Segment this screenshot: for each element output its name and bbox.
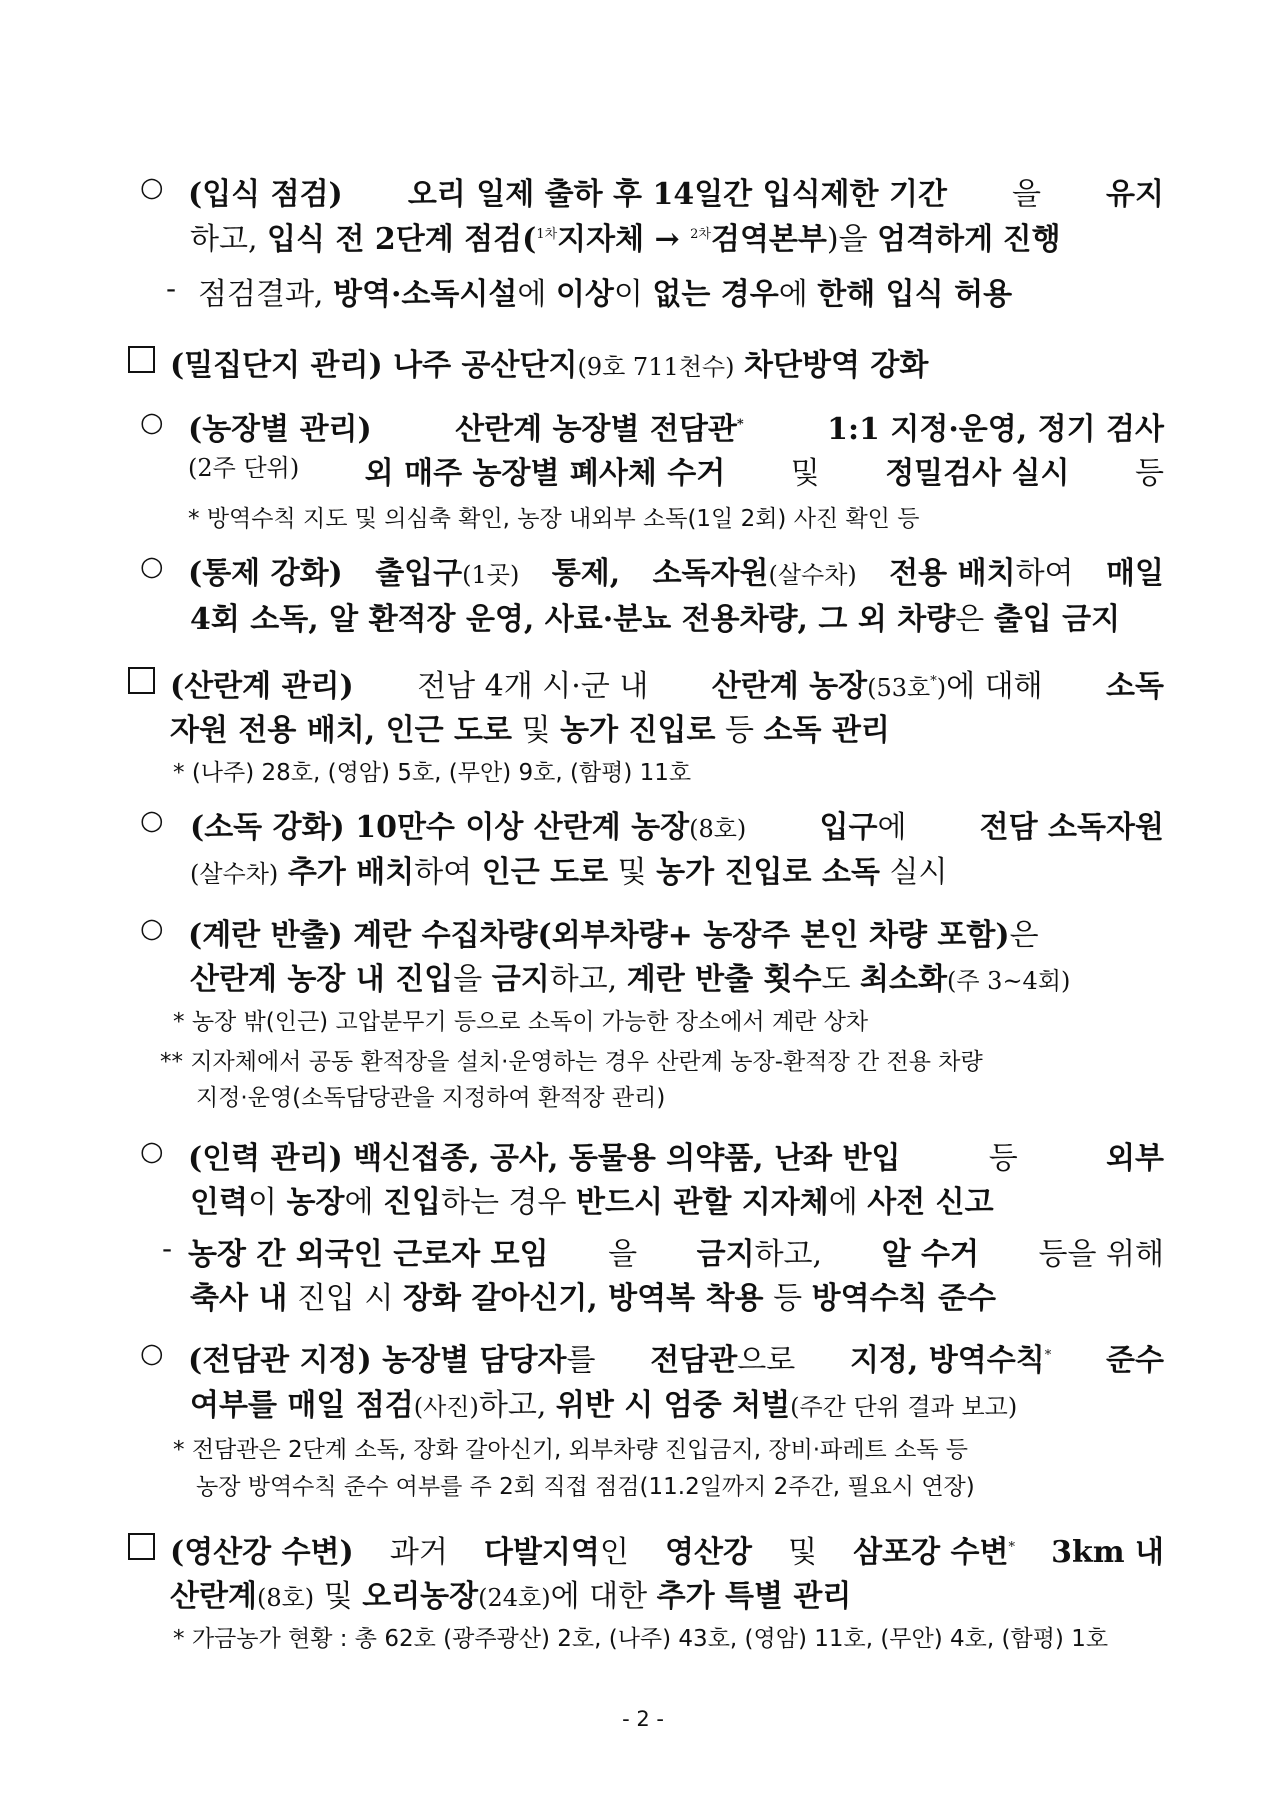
heading-text: (산란계 관리)	[170, 669, 354, 704]
item-text: 도	[821, 962, 851, 997]
item-text: (인력 관리) 백신접종, 공사, 동물용 의약품, 난좌 반입	[188, 1141, 901, 1176]
item-text: 금지	[491, 962, 550, 997]
heading-text: 산란계	[170, 1579, 257, 1614]
intro-text: 방역·소독시설	[333, 277, 518, 312]
intro-text: 하고,	[190, 222, 258, 257]
item-text: 등을 위해	[1038, 1237, 1164, 1272]
section2-item2-note-2b	[196, 1079, 665, 1112]
note-text: 농장 밖(인근) 고압분무기 등으로 소독이 가능한 장소에서 계란 상차	[191, 1009, 869, 1035]
intro-text: 한해 입식 허용	[817, 277, 1013, 312]
dash-bullet: -	[166, 272, 177, 305]
item-text: 농장	[286, 1185, 345, 1220]
item-text: (주 3~4회)	[947, 967, 1071, 995]
circle-bullet-icon: ○	[140, 913, 164, 944]
heading-text: 다발지역인	[483, 1535, 629, 1570]
item-text: 4회 소독, 알 환적장 운영, 사료·분뇨 전용차량, 그 외 차량	[190, 602, 956, 637]
item-text: 매일	[1105, 556, 1164, 591]
circle-bullet-icon: ○	[140, 805, 164, 836]
item-text: 산란계 농장 내 진입	[190, 962, 454, 997]
item-text: 지정, 방역수칙*	[849, 1343, 1052, 1378]
intro-text: 오리 일제 출하 후 14일간 입식제한 기간	[407, 177, 947, 212]
intro-text: 을	[1011, 177, 1041, 212]
heading-text: 추가 특별 관리	[656, 1579, 852, 1614]
item-text: (주간 단위 결과 보고)	[790, 1393, 1018, 1421]
section1-item2-line-1	[188, 548, 1164, 592]
item-text: 출입구(1곳)	[375, 556, 520, 591]
item-text: 통제,	[551, 556, 621, 591]
section2-item1-line-2	[190, 847, 947, 891]
heading-text: 차단방역 강화	[744, 348, 929, 383]
section1-item1-note	[188, 500, 919, 533]
item-text: 정밀검사 실시	[885, 456, 1070, 491]
heading-text: 삼포강 수변*	[853, 1535, 1016, 1570]
note-asterisk: *	[188, 506, 200, 532]
item-text: 농장 간 외국인 근로자 모임	[188, 1237, 549, 1272]
note-text: 농장 방역수칙 준수 여부를 주 2회 직접 점검(11.2일까지 2주간, 필요시 연장)	[196, 1474, 975, 1500]
heading-text: 자원 전용 배치, 인근 도로	[170, 713, 513, 748]
item-text: 하고,	[549, 962, 618, 997]
circle-bullet-icon: ○	[140, 551, 164, 582]
heading-text: 3km 내	[1051, 1535, 1164, 1570]
item-text: 반드시 관할 지자체	[575, 1185, 829, 1220]
item-text: 외부	[1106, 1141, 1164, 1176]
item-text: 소독자원(살수차)	[652, 556, 857, 591]
item-text: 준수	[1106, 1343, 1164, 1378]
note-text: 전담관은 2단계 소독, 장화 갈아신기, 외부차량 진입금지, 장비·파레트 소독 등	[191, 1437, 969, 1463]
intro-line-2	[190, 214, 1061, 258]
item-text: 방역수칙 준수	[811, 1281, 996, 1316]
item-text: 1:1 지정·운영, 정기 검사	[827, 412, 1164, 447]
item-text: 사전 신고	[867, 1185, 994, 1220]
circle-bullet-icon: ○	[140, 407, 164, 438]
item-text: 여부를 매일 점검	[190, 1388, 414, 1423]
section2-item4-line-2	[190, 1380, 1017, 1424]
intro-text: 엄격하게	[877, 222, 994, 257]
heading-text: 소독 관리	[763, 713, 890, 748]
intro-text: 에	[778, 277, 808, 312]
item-text: 을	[608, 1237, 638, 1272]
item-text: 인근 도로	[481, 855, 609, 890]
item-text: 을	[453, 962, 483, 997]
section2-heading-line-2	[170, 705, 890, 749]
item-text: (2주 단위)	[188, 454, 300, 482]
section2-item3-line-1	[188, 1133, 1164, 1177]
item-text: 위반 시 엄중 처벌	[555, 1388, 791, 1423]
item-text: 등	[1135, 456, 1164, 491]
heading-text: 에 대한	[550, 1579, 648, 1614]
section2-item3-dash-1	[188, 1229, 1164, 1273]
item-text: 하고,	[478, 1388, 547, 1423]
item-text: 입구에	[819, 810, 907, 845]
section2-item2-line-1	[188, 910, 1039, 954]
heading-text: 영산강	[664, 1535, 752, 1570]
section2-item2-note-2: ** 지자체에서 공동 환적장을 설치·운영하는 경우 산란계 농장-환적장 간 전용 차량	[160, 1049, 983, 1075]
section2-item4-line-1	[188, 1335, 1164, 1379]
section2-item2-line-2	[190, 954, 1070, 998]
section1-item1-line-1	[188, 404, 1164, 448]
heading-text: (영산강 수변)	[170, 1535, 354, 1570]
item-text: 최소화	[860, 962, 947, 997]
item-text: 인력	[190, 1185, 248, 1220]
heading-text: (9호 711천수)	[577, 353, 735, 381]
section2-item2-note-1: * 농장 밖(인근) 고압분무기 등으로 소독이 가능한 장소에서 계란 상차	[173, 1009, 869, 1035]
item-text: 에	[828, 1185, 858, 1220]
item-text: 전담관으로	[650, 1343, 796, 1378]
circle-bullet-icon: ○	[140, 1338, 164, 1369]
section2-item4-note-1b	[196, 1468, 975, 1501]
item-text: (전담관 지정) 농장별 담당자를	[188, 1343, 596, 1378]
intro-text: 유지	[1106, 177, 1164, 212]
section2-item4-note-1: * 전담관은 2단계 소독, 장화 갈아신기, 외부차량 진입금지, 장비·파레트 소독 등	[173, 1437, 969, 1463]
intro-label: (입식 점검)	[188, 177, 343, 212]
item-text: 에	[344, 1185, 374, 1220]
item-text: 장화 갈아신기, 방역복 착용	[402, 1281, 764, 1316]
item-text: 은	[955, 602, 985, 637]
heading-text: 전남 4개 시·군 내	[417, 669, 649, 704]
heading-text: (24호)	[478, 1584, 551, 1612]
note-text: (나주) 28호, (영암) 5호, (무안) 9호, (함평) 11호	[191, 760, 692, 786]
heading-text: 소독	[1106, 669, 1164, 704]
item-text: 출입 금지	[993, 602, 1121, 637]
item-text: 전담 소독자원	[979, 810, 1164, 845]
item-text: 산란계 농장별 전담관*	[455, 412, 744, 447]
item-text: 실시	[889, 855, 948, 890]
item-text: 축사 내	[190, 1281, 288, 1316]
intro-line-1	[188, 169, 1164, 213]
intro-sup: 1차	[536, 227, 558, 242]
heading-text: 농가 진입로	[560, 713, 716, 748]
item-text: 및	[617, 855, 647, 890]
item-text: 하여	[414, 855, 473, 890]
heading-text: 과거	[389, 1535, 448, 1570]
item-text: 은	[1009, 918, 1039, 953]
heading-text: 등	[725, 713, 754, 748]
intro-text: 진행	[1002, 222, 1061, 257]
intro-text: 지자체 →	[557, 222, 691, 257]
heading-text: (밀집단지 관리) 나주 공산단지	[170, 348, 578, 383]
item-text: 농가 진입로 소독	[656, 855, 880, 890]
item-text: 알 수거	[881, 1237, 979, 1272]
note-text: 가금농가 현황 : 총 62호 (광주광산) 2호, (나주) 43호, (영암) 11호, (무안) 4호, (함평) 1호	[191, 1626, 1109, 1652]
intro-text: 이상	[555, 277, 614, 312]
section1-heading	[170, 340, 928, 384]
section1-item2-line-2	[190, 594, 1120, 638]
intro-text: 이	[613, 277, 643, 312]
intro-sup: 2차	[690, 227, 711, 242]
section2-item1-line-1	[190, 802, 1164, 846]
heading-text: (8호)	[256, 1584, 315, 1612]
intro-text: 점검결과,	[198, 277, 324, 312]
section3-heading-line-1	[170, 1527, 1164, 1571]
item-text: (소독 강화) 10만수 이상 산란계 농장(8호)	[190, 810, 747, 845]
intro-text: 없는 경우	[652, 277, 779, 312]
checkbox-square-icon	[128, 1533, 155, 1560]
heading-text: 및	[788, 1535, 818, 1570]
heading-text: 및	[323, 1579, 353, 1614]
heading-text: 오리농장	[362, 1579, 479, 1614]
section2-item3-line-2	[190, 1177, 994, 1221]
item-text: (살수차)	[190, 860, 279, 888]
checkbox-square-icon	[128, 346, 155, 373]
item-text: 및	[790, 456, 820, 491]
item-label: (통제 강화)	[188, 556, 343, 591]
checkbox-square-icon	[128, 667, 155, 694]
section2-note: * (나주) 28호, (영암) 5호, (무안) 9호, (함평) 11호	[173, 760, 692, 786]
intro-text: 검역본부	[710, 222, 827, 257]
heading-text: 및	[521, 713, 551, 748]
item-text: 금지하고,	[696, 1237, 823, 1272]
section3-note: * 가금농가 현황 : 총 62호 (광주광산) 2호, (나주) 43호, (영암) 11호, (무안) 4호, (함평) 1호	[173, 1626, 1109, 1652]
item-label: (농장별 관리)	[188, 412, 372, 447]
intro-text: 에	[517, 277, 547, 312]
intro-text: )을	[826, 222, 868, 257]
circle-bullet-icon: ○	[140, 172, 164, 203]
item-text: 외 매주 농장별 폐사체 수거	[364, 456, 726, 491]
item-text: 진입	[383, 1185, 441, 1220]
intro-text: 입식 전 2단계 점검(	[267, 222, 537, 257]
item-text: 추가 배치	[287, 855, 415, 890]
item-text: 등	[773, 1281, 803, 1316]
item-text: 전용 배치하여	[889, 556, 1074, 591]
heading-text: 산란계 농장(53호*)에 대해	[711, 669, 1043, 704]
item-text: 등	[988, 1141, 1018, 1176]
section3-heading-line-2	[170, 1571, 851, 1615]
note-text: 지자체에서 공동 환적장을 설치·운영하는 경우 산란계 농장-환적장 간 전용 차량	[190, 1049, 983, 1075]
item-text: (계란 반출) 계란 수집차량(외부차량+ 농장주 본인 차량 포함)	[188, 918, 1010, 953]
section2-item3-dash-2	[190, 1273, 996, 1317]
circle-bullet-icon: ○	[140, 1136, 164, 1167]
item-text: 계란 반출 횟수	[626, 962, 822, 997]
item-text: 이	[247, 1185, 277, 1220]
section1-item1-line-2	[188, 448, 1164, 492]
note-text: 지정·운영(소독담당관을 지정하여 환적장 관리)	[196, 1085, 666, 1111]
item-text: 진입 시	[296, 1281, 394, 1316]
dash-bullet: -	[162, 1232, 173, 1265]
note-text: 방역수칙 지도 및 의심축 확인, 농장 내외부 소독(1일 2회) 사진 확인 등	[206, 506, 920, 532]
intro-line-3	[198, 269, 1012, 313]
section2-heading-line-1	[170, 661, 1164, 705]
item-text: 하는 경우	[440, 1185, 567, 1220]
page-number: - 2 -	[622, 1707, 664, 1731]
item-text: (사진)	[413, 1393, 479, 1421]
